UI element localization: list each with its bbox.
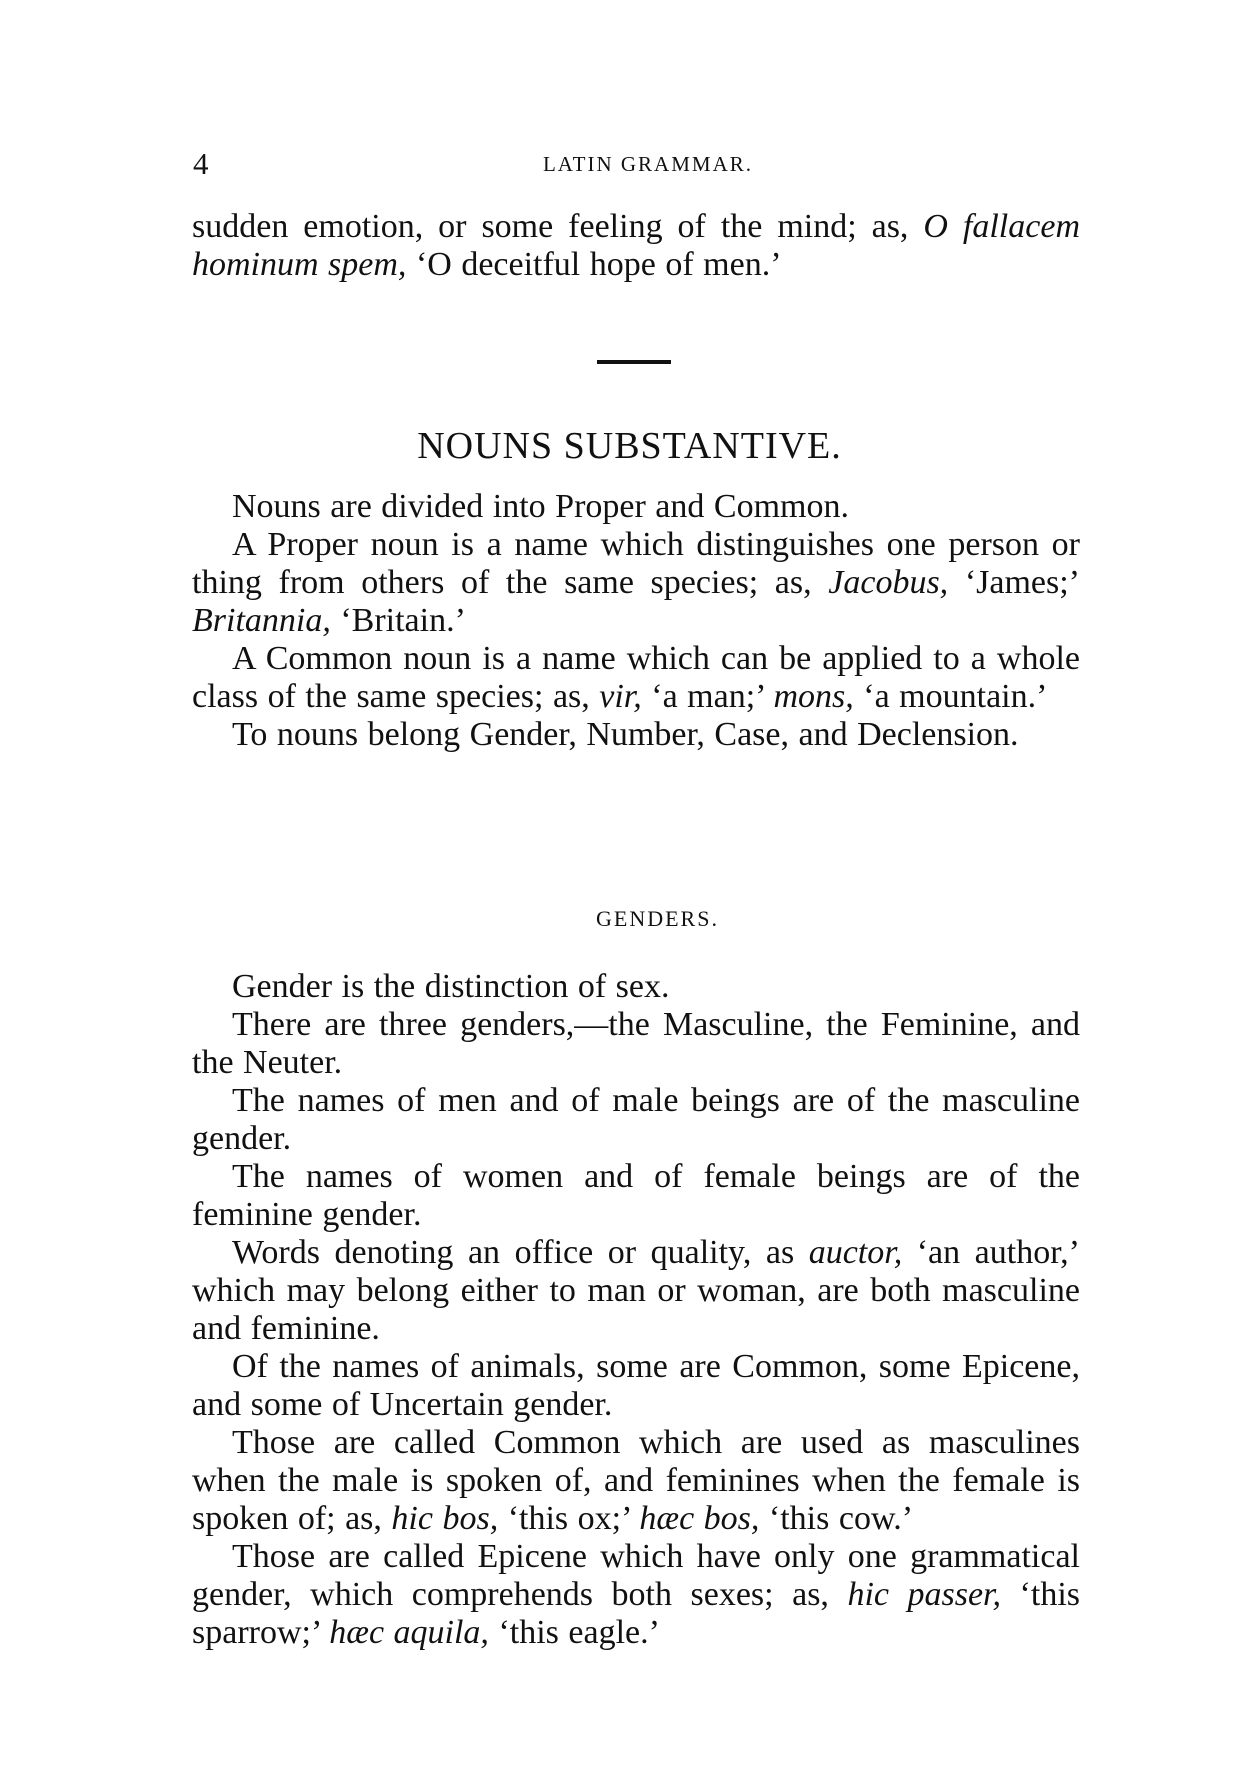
latin-example: vir, <box>599 678 642 715</box>
section-heading: NOUNS SUBSTANTIVE. <box>417 425 842 467</box>
paragraph <box>192 1424 1080 1538</box>
paragraph: The names of women and of female beings are of the feminine gender. <box>192 1158 1080 1233</box>
section-divider <box>597 360 671 364</box>
text-run: Those are called Epicene which have only one grammatical gender, which comprehends both sexes; as, <box>192 1538 1080 1613</box>
text-run: A Common noun is a name which can be applied to a whole class of the same species; as, <box>192 640 1080 715</box>
paragraph: There are three genders,—the Masculine, the Feminine, and the Neuter. <box>192 1006 1080 1081</box>
text-run: ‘O deceitful hope of men.’ <box>406 246 782 283</box>
text-run: A Proper noun is a name which distinguishes one person or thing from others of the same species; as, <box>192 526 1080 601</box>
nouns-block <box>192 488 1080 754</box>
text-run: ‘this cow.’ <box>759 1500 914 1537</box>
text-run: ‘James;’ <box>948 564 1080 601</box>
genders-heading: GENDERS. <box>596 906 719 931</box>
latin-example: hæc aquila, <box>329 1614 489 1651</box>
intro-paragraph <box>192 208 1080 284</box>
paragraph: Gender is the distinction of sex. <box>232 968 670 1005</box>
paragraph: To nouns belong Gender, Number, Case, and Declension. <box>232 716 1019 753</box>
text-run: Those are called Common which are used as masculines when the male is spoken of, and feminines when the female is spoken of; as, <box>192 1424 1080 1537</box>
text-run: ‘a mountain.’ <box>853 678 1048 715</box>
text-run: ‘this ox;’ <box>498 1500 640 1537</box>
text-run: ‘an author,’ which may belong either to man or woman, are both masculine and feminine. <box>192 1234 1080 1347</box>
latin-example: Britannia, <box>192 602 331 639</box>
latin-example: hæc bos, <box>639 1500 760 1537</box>
paragraph <box>192 526 1080 640</box>
text-run: ‘this sparrow;’ <box>192 1576 1080 1651</box>
text-run: Words denoting an office or quality, as <box>232 1234 809 1271</box>
paragraph: Nouns are divided into Proper and Common. <box>232 488 849 525</box>
paragraph <box>192 1234 1080 1348</box>
text-run: ‘Britain.’ <box>330 602 466 639</box>
paragraph: Of the names of animals, some are Common, some Epicene, and some of Uncertain gender. <box>192 1348 1080 1423</box>
intro-block <box>192 208 1080 284</box>
latin-example: hic bos, <box>391 1500 499 1537</box>
text-run: sudden emotion, or some feeling of the mind; as, <box>192 208 924 245</box>
paragraph <box>192 1538 1080 1652</box>
running-head <box>193 146 1073 186</box>
genders-block <box>192 968 1080 1652</box>
text-run: ‘a man;’ <box>641 678 774 715</box>
latin-example: hic passer, <box>847 1576 1002 1613</box>
latin-example: mons, <box>773 678 854 715</box>
running-title: LATIN GRAMMAR. <box>542 152 753 176</box>
text-run: ‘this eagle.’ <box>488 1614 660 1651</box>
latin-example: auctor, <box>808 1234 903 1271</box>
latin-example: O fallacem hominum spem, <box>192 208 1080 283</box>
paragraph: The names of men and of male beings are of the masculine gender. <box>192 1082 1080 1157</box>
latin-example: Jacobus, <box>828 564 949 601</box>
paragraph <box>192 640 1080 716</box>
page-number: 4 <box>193 146 209 181</box>
